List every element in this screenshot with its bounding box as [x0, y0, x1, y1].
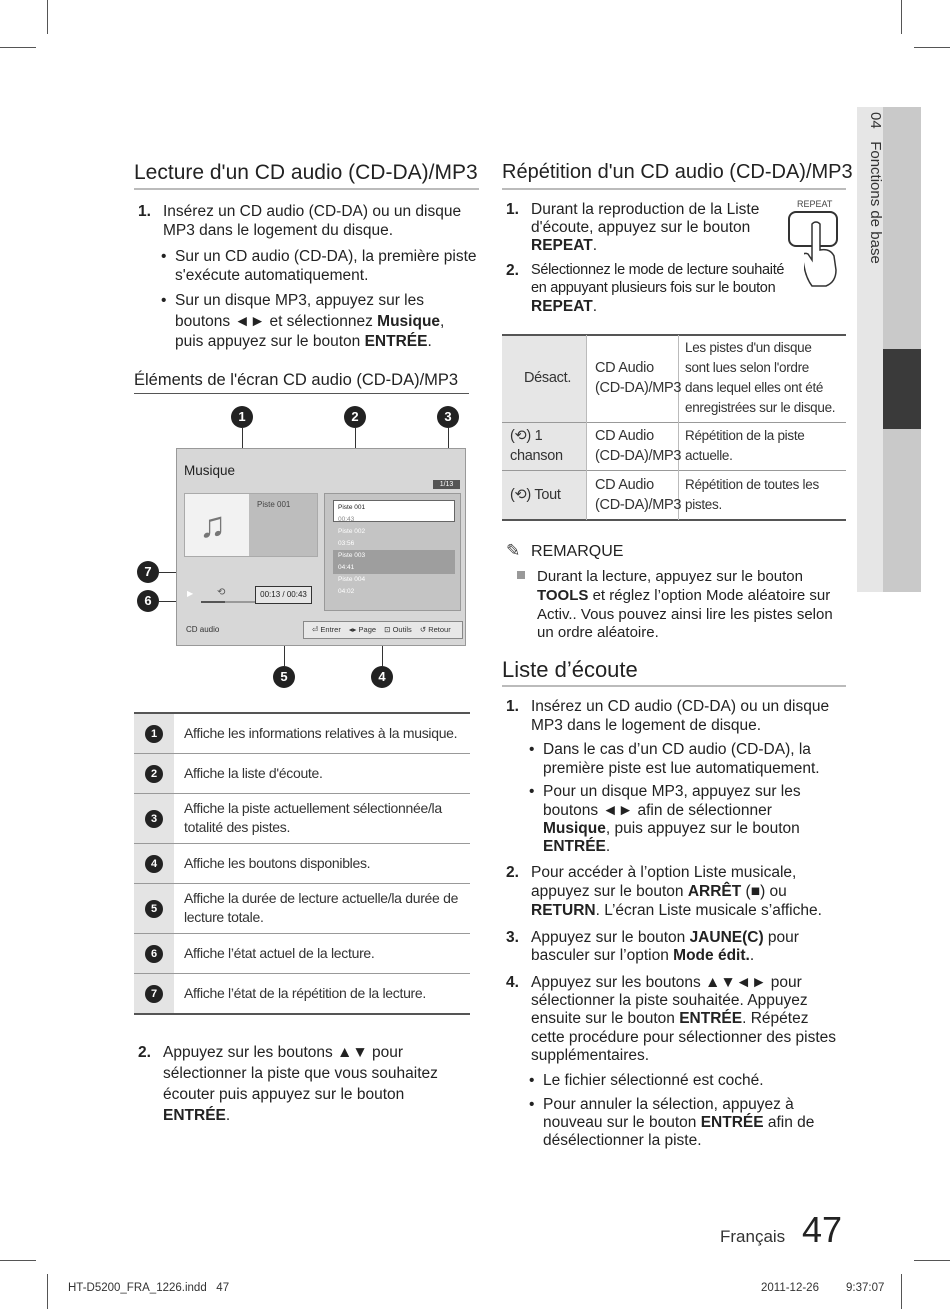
crop-mark [914, 1260, 950, 1261]
step-text: Durant la reproduction de la Liste [531, 201, 760, 218]
chapter-title: Fonctions de base [867, 141, 884, 264]
bullet-text: boutons ◄► et sélectionnez Musique, [175, 313, 445, 330]
col-divider [586, 335, 587, 520]
screen-title: Musique [184, 463, 236, 478]
page-arrows-icon: ◂▸ [348, 625, 357, 634]
step-text: écouter puis appuyez sur le bouton [163, 1086, 405, 1103]
row-number: 7 [145, 985, 163, 1003]
row-text: Affiche la durée de lecture actuelle/la durée de lecture totale. [184, 890, 459, 925]
bullet-dot: • [161, 292, 167, 309]
repeat-one-icon: ⟲ [514, 428, 527, 444]
button-bar [303, 621, 463, 639]
callout-6: 6 [137, 590, 159, 612]
bullet-text: nouveau sur le bouton ENTRÉE afin de [543, 1114, 815, 1131]
note-label: REMARQUE [531, 543, 624, 560]
step-text: supplémentaires. [531, 1047, 650, 1064]
table-row [134, 844, 470, 884]
note-text: Activ.. Vous pouvez ainsi lire les pistes selon [537, 606, 833, 623]
table-row [134, 794, 470, 844]
step-text: sélectionner la piste souhaitée. Appuyez [531, 992, 808, 1009]
note-text: TOOLS et réglez l’option Mode aléatoire sur [537, 587, 831, 604]
row-text: Affiche l’état actuel de la lecture. [184, 945, 375, 961]
step-number: 4. [506, 974, 519, 991]
table-row [134, 754, 470, 794]
step-number: 1. [506, 698, 519, 715]
hand-press-icon [804, 218, 840, 288]
crop-mark [901, 1274, 902, 1309]
bullet-text: s'exécute automatiquement. [175, 267, 369, 284]
bullet-text: Sur un disque MP3, appuyez sur les [175, 292, 424, 309]
step-number: 1. [138, 203, 151, 220]
step-text: REPEAT. [531, 237, 598, 254]
row-number: 2 [145, 765, 163, 783]
callout-5: 5 [273, 666, 295, 688]
media-cell: CD Audio (CD-DA)/MP3 [595, 477, 682, 513]
track-counter: 1/13 [433, 480, 460, 489]
step-number: 2. [138, 1044, 151, 1061]
step-number: 2. [506, 864, 519, 881]
step-text: Insérez un CD audio (CD-DA) ou un disque [531, 698, 830, 715]
playlist-item-time: 00:43 [338, 516, 355, 523]
desc-cell: Répétition de la piste actuelle. [685, 428, 805, 463]
row-number: 6 [145, 945, 163, 963]
step-number: 2. [506, 262, 519, 279]
playlist-item-time: 03:56 [338, 540, 355, 547]
bullet-dot: • [529, 1072, 535, 1089]
media-cell: CD Audio (CD-DA)/MP3 [595, 360, 682, 396]
step-number: 3. [506, 929, 519, 946]
section-title-lecture: Lecture d'un CD audio (CD-DA)/MP3 [134, 161, 478, 184]
bullet-text: Pour annuler la sélection, appuyez à [543, 1096, 794, 1113]
tools-button[interactable]: Outils [392, 625, 412, 634]
step-text: Pour accéder à l’option Liste musicale, [531, 864, 797, 881]
step-text: Appuyez sur les boutons ▲▼ pour [163, 1044, 404, 1061]
row-text: Affiche la liste d'écoute. [184, 765, 323, 781]
bullet-text: Le fichier sélectionné est coché. [543, 1072, 764, 1089]
row-text: Affiche la piste actuellement sélectionnée/la totalité des pistes. [184, 800, 442, 835]
crop-mark [914, 47, 950, 48]
subheading-elements: Éléments de l'écran CD audio (CD-DA)/MP3 [134, 371, 459, 389]
playlist-item-name: Piste 001 [338, 504, 366, 511]
step-text: REPEAT. [531, 298, 598, 315]
pencil-icon: ✎ [506, 541, 521, 560]
note-text: un ordre aléatoire. [537, 624, 659, 641]
repeat-icon: ⟲ [217, 587, 226, 598]
step-text: cette procédure pour sélectionner des pistes [531, 1029, 837, 1046]
playlist-item-name[interactable]: Piste 003 [338, 552, 366, 559]
footer-date: 2011-12-26 [761, 1282, 819, 1294]
step-text: d'écoute, appuyez sur le bouton [531, 219, 751, 236]
play-icon: ▶ [187, 589, 194, 598]
subheading-rule [134, 393, 469, 394]
bullet-text: puis appuyez sur le bouton ENTRÉE. [175, 333, 432, 350]
repeat-all-icon: ⟲ [514, 487, 527, 503]
bullet-text: première piste est lue automatiquement. [543, 760, 820, 777]
mode-cell: Désact. [524, 370, 572, 386]
page-number: 47 [802, 1209, 843, 1250]
progress-fill [201, 601, 225, 603]
bullet-text: Musique, puis appuyez sur le bouton [543, 820, 800, 837]
row-text: Affiche l’état de la répétition de la lecture. [184, 985, 426, 1001]
music-note-icon: ♫ [199, 504, 226, 545]
bullet-dot: • [529, 741, 535, 758]
title-rule [502, 188, 846, 190]
row-number: 5 [145, 900, 163, 918]
bullet-text: Pour un disque MP3, appuyez sur les [543, 783, 801, 800]
repeat-button-label: REPEAT [797, 199, 833, 209]
section-title-repetition: Répétition d'un CD audio (CD-DA)/MP3 [502, 161, 853, 183]
playlist-item-name[interactable]: Piste 002 [338, 528, 366, 535]
step-text: Insérez un CD audio (CD-DA) ou un disque [163, 203, 462, 220]
step-text: ensuite sur le bouton ENTRÉE. Répétez [531, 1010, 809, 1027]
step-text: MP3 dans le logement de disque. [531, 717, 762, 734]
callout-4: 4 [371, 666, 393, 688]
desc-cell: Répétition de toutes les pistes. [685, 477, 819, 512]
footer-filename: HT-D5200_FRA_1226.indd 47 [68, 1282, 230, 1294]
table-row [134, 884, 470, 934]
step-text: basculer sur l’option Mode édit.. [531, 947, 755, 964]
step-text: appuyez sur le bouton ARRÊT (■) ou [531, 883, 787, 900]
note-bullet [517, 571, 525, 579]
step-text: ENTRÉE. [163, 1107, 231, 1124]
row-divider [502, 470, 846, 471]
album-thumbnail [185, 494, 249, 556]
playlist-item-time: 04:41 [338, 564, 355, 571]
table-top-rule [502, 334, 846, 336]
playlist-panel [324, 493, 461, 611]
table-row [134, 974, 470, 1015]
row-text: Affiche les informations relatives à la musique. [184, 725, 458, 741]
return-icon: ↺ [419, 625, 427, 634]
time-display: 00:13 / 00:43 [255, 586, 312, 604]
row-divider [502, 422, 846, 423]
step-number: 1. [506, 201, 519, 218]
chapter-number: 04 [867, 112, 884, 129]
return-button[interactable]: Retour [428, 625, 451, 634]
callout-7: 7 [137, 561, 159, 583]
table-row [134, 714, 470, 754]
title-rule [502, 685, 846, 687]
enter-icon: ⏎ [312, 625, 319, 634]
enter-button[interactable]: Entrer [320, 625, 341, 634]
bullet-dot: • [529, 783, 535, 800]
chapter-tab-label [858, 112, 884, 264]
bullet-dot: • [529, 1096, 535, 1113]
music-screen-mockup [176, 448, 466, 646]
callout-1: 1 [231, 406, 253, 428]
bullet-text: Dans le cas d’un CD audio (CD-DA), la [543, 741, 811, 758]
source-label: CD audio [186, 625, 220, 634]
table-bottom-rule [502, 519, 846, 521]
section-title-playlist: Liste d’écoute [502, 657, 638, 682]
mode-cell: (⟲) Tout [510, 487, 561, 503]
footer-language: Français [720, 1227, 786, 1246]
crop-mark [0, 47, 36, 48]
bullet-text: désélectionner la piste. [543, 1132, 702, 1149]
page-button[interactable]: Page [358, 625, 377, 634]
footer-time: 9:37:07 [846, 1282, 885, 1294]
table-row [134, 934, 470, 974]
step-text: MP3 dans le logement du disque. [163, 222, 394, 239]
step-text: Appuyez sur les boutons ▲▼◄► pour [531, 974, 802, 991]
row-number: 1 [145, 725, 163, 743]
bullet-text: ENTRÉE. [543, 838, 611, 855]
crop-mark [0, 1260, 36, 1261]
bullet-dot: • [161, 248, 167, 265]
step-text: Appuyez sur le bouton JAUNE(C) pour [531, 929, 799, 946]
tools-icon: ⊡ [384, 625, 391, 634]
callout-3: 3 [437, 406, 459, 428]
row-text: Affiche les boutons disponibles. [184, 855, 371, 871]
playlist-item-time: 04:02 [338, 588, 355, 595]
bullet-text: Sur un CD audio (CD-DA), la première piste [175, 248, 477, 265]
desc-cell: Les pistes d'un disque sont lues selon l'ordre dans lequel elles ont été enregistrées sur le disque. [685, 340, 836, 415]
note-text: Durant la lecture, appuyez sur le bouton [537, 568, 803, 585]
step-text: sélectionner la piste que vous souhaitez [163, 1065, 438, 1082]
crop-mark [901, 0, 902, 34]
row-number: 4 [145, 855, 163, 873]
bullet-text: boutons ◄► afin de sélectionner [543, 802, 772, 819]
crop-mark [47, 0, 48, 34]
crop-mark [47, 1274, 48, 1309]
title-rule [134, 188, 479, 190]
playlist-item-name[interactable]: Piste 004 [338, 576, 366, 583]
chapter-tab-marker [883, 349, 921, 429]
thumb-track-label: Piste 001 [257, 500, 291, 509]
step-text: RETURN. L’écran Liste musicale s’affiche. [531, 902, 822, 919]
step-text: en appuyant plusieurs fois sur le bouton [531, 280, 776, 296]
callout-2: 2 [344, 406, 366, 428]
media-cell: CD Audio (CD-DA)/MP3 [595, 428, 682, 464]
mode-cell: (⟲) 1 chanson [510, 428, 563, 464]
step-text: Sélectionnez le mode de lecture souhaité [531, 262, 785, 278]
row-number: 3 [145, 810, 163, 828]
